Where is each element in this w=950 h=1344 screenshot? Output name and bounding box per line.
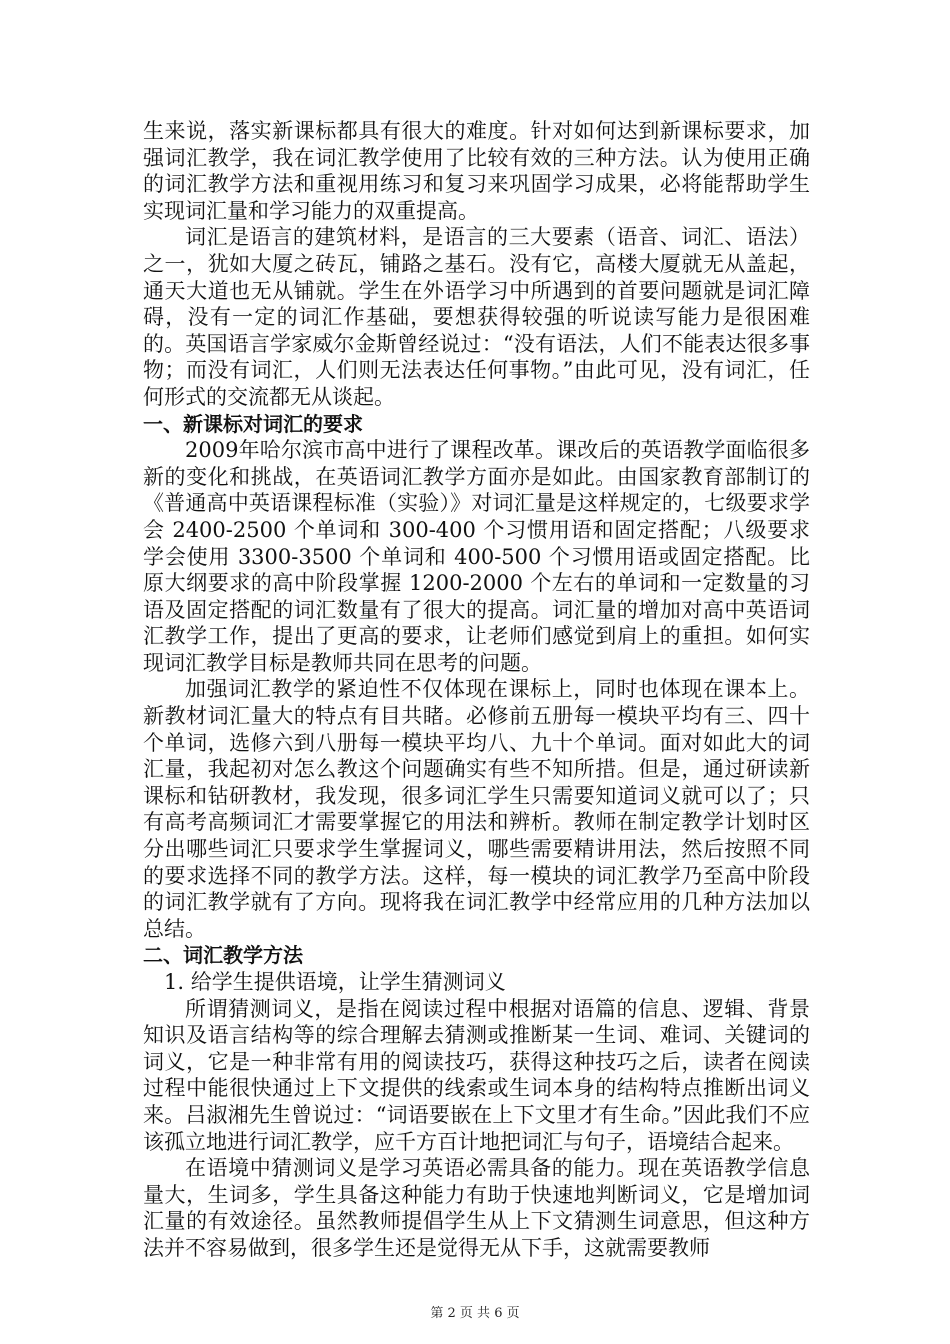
paragraph-6: 在语境中猜测词义是学习英语必需具备的能力。现在英语教学信息量大，生词多，学生具备这种能力有助于快速地判断词义，它是增加词汇量的有效途径。虽然教师提倡学生从上下文猜测生词意思，但这种方法并不容易做到，很多学生还是觉得无从下手，这就需要教师 <box>143 1156 810 1260</box>
section-heading-1: 一、新课标对词汇的要求 <box>143 411 363 436</box>
paragraph-1: 生来说，落实新课标都具有很大的难度。针对如何达到新课标要求，加强词汇教学，我在词汇教学使用了比较有效的三种方法。认为使用正确的词汇教学方法和重视用练习和复习来巩固学习成果，必将能帮助学生实现词汇量和学习能力的双重提高。 <box>143 119 810 223</box>
paragraph-3: 2009年哈尔滨市高中进行了课程改革。课改后的英语教学面临很多新的变化和挑战，在英语词汇教学方面亦是如此。由国家教育部制订的《普通高中英语课程标准（实验）》对词汇量是这样规定的，七级要求学会 2400-2500 个单词和 300-400 个习惯用语和固定搭配；八级要求学会使用 3300-3500 个单词和 400-500 个习惯用语或固定搭配。比原大纲要求的高中阶段掌握 1200-2000 个左右的单词和一定数量的习语及固定搭配的词汇数量有了很大的提高。词汇量的增加对高中英语词汇教学工作，提出了更高的要求，让老师们感觉到肩上的重担。如何实现词汇教学目标是教师共同在思考的问题。 <box>143 438 810 675</box>
paragraph-5: 所谓猜测词义，是指在阅读过程中根据对语篇的信息、逻辑、背景知识及语言结构等的综合理解去猜测或推断某一生词、难词、关键词的词义，它是一种非常有用的阅读技巧，获得这种技巧之后，读者在阅读过程中能很快通过上下文提供的线索或生词本身的结构特点推断出词义来。吕淑湘先生曾说过：“词语要嵌在上下文里才有生命。”因此我们不应该孤立地进行词汇教学，应千方百计地把词汇与句子，语境结合起来。 <box>143 996 810 1154</box>
page-footer: 第 2 页 共 6 页 <box>430 1306 520 1321</box>
paragraph-4: 加强词汇教学的紧迫性不仅体现在课标上，同时也体现在课本上。新教材词汇量大的特点有目共睹。必修前五册每一模块平均有三、四十个单词，选修六到八册每一模块平均八、九十个单词。面对如此大的词汇量，我起初对怎么教这个问题确实有些不知所措。但是，通过研读新课标和钻研教材，我发现，很多词汇学生只需要知道词义就可以了；只有高考高频词汇才需要掌握它的用法和辨析。教师在制定教学计划时区分出哪些词汇只要求学生掌握词义，哪些需要精讲用法，然后按照不同的要求选择不同的教学方法。这样，每一模块的词汇教学乃至高中阶段的词汇教学就有了方向。现将我在词汇教学中经常应用的几种方法加以总结。 <box>143 677 810 941</box>
paragraph-2: 词汇是语言的建筑材料，是语言的三大要素（语音、词汇、语法）之一，犹如大厦之砖瓦，铺路之基石。没有它，高楼大厦就无从盖起，通天大道也无从铺就。学生在外语学习中所遇到的首要问题就是词汇障碍，没有一定的词汇作基础，要想获得较强的听说读写能力是很困难的。英国语言学家威尔金斯曾经说过：“没有语法，人们不能表达很多事物；而没有词汇，人们则无法表达任何事物。”由此可见，没有词汇，任何形式的交流都无从谈起。 <box>143 225 810 409</box>
section-heading-2: 二、词汇教学方法 <box>143 943 303 968</box>
document-body <box>143 118 810 1262</box>
subsection-heading-1: 1. 给学生提供语境，让学生猜测词义 <box>164 970 506 994</box>
